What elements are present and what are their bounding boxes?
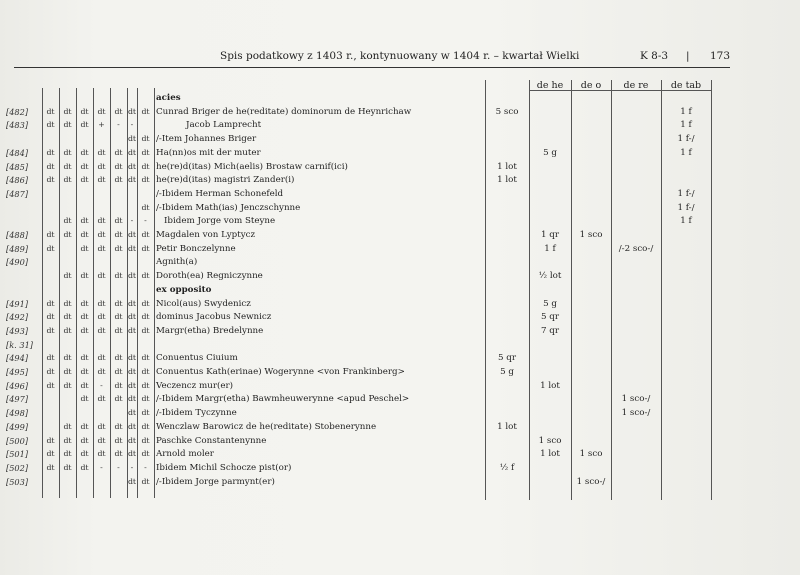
payment-mark: dt	[63, 380, 72, 390]
entry-number: [484]	[6, 147, 29, 158]
tax-value: 1 f-/	[677, 188, 695, 199]
tax-value: 5 g	[543, 147, 557, 158]
payment-mark: dt	[141, 435, 150, 445]
tax-value: 1 lot	[497, 421, 517, 432]
payment-mark: dt	[141, 353, 150, 363]
entry-number: [500]	[6, 435, 29, 446]
payment-mark: dt	[80, 120, 89, 130]
payment-mark: -	[130, 462, 134, 472]
payment-mark: dt	[46, 325, 55, 335]
table-row	[0, 421, 800, 433]
tax-value: 1 f-/	[677, 134, 695, 145]
payment-mark: dt	[80, 271, 89, 281]
table-row	[0, 476, 800, 488]
payment-mark: dt	[141, 134, 150, 144]
payment-mark: dt	[80, 421, 89, 431]
payment-mark: dt	[97, 298, 106, 308]
payment-mark: dt	[141, 408, 150, 418]
tax-value: 5 qr	[540, 312, 559, 323]
entry-name: Arnold moler	[156, 449, 214, 460]
payment-mark: dt	[97, 394, 106, 404]
tax-value: 1 sco	[538, 435, 562, 446]
table-row	[0, 407, 800, 419]
payment-mark: dt	[63, 230, 72, 239]
entry-name: Paschke Constantenynne	[156, 435, 267, 446]
payment-mark: dt	[46, 435, 55, 445]
payment-mark: dt	[127, 449, 137, 459]
payment-mark: dt	[97, 435, 106, 445]
payment-mark: dt	[46, 230, 55, 239]
column-header-rule	[529, 90, 711, 91]
payment-mark: dt	[46, 106, 55, 116]
payment-mark: dt	[114, 394, 123, 404]
payment-mark: dt	[141, 449, 150, 459]
entry-number: [498]	[6, 408, 29, 419]
entry-name: Agnith(a)	[156, 257, 198, 268]
entry-number: [483]	[6, 120, 29, 131]
payment-mark: dt	[141, 271, 150, 281]
payment-mark: dt	[80, 449, 89, 459]
payment-mark: dt	[46, 312, 55, 322]
table-row	[0, 298, 800, 310]
table-row	[0, 229, 800, 241]
entry-name: he(re)d(itas) magistri Zander(i)	[156, 175, 295, 186]
payment-mark: dt	[97, 161, 106, 171]
payment-mark: dt	[127, 271, 137, 281]
payment-mark: dt	[63, 325, 72, 335]
payment-mark: dt	[114, 298, 123, 308]
entry-number: [496]	[6, 380, 29, 391]
header-rule	[14, 67, 730, 68]
table-row	[0, 311, 800, 323]
payment-mark: dt	[63, 120, 72, 130]
payment-mark: dt	[141, 367, 150, 376]
payment-mark: dt	[97, 367, 106, 376]
payment-mark: dt	[141, 161, 150, 171]
entry-number: [489]	[6, 243, 29, 254]
entry-number: [492]	[6, 312, 29, 323]
payment-mark: dt	[63, 462, 72, 472]
payment-mark: dt	[127, 380, 137, 390]
payment-mark: dt	[63, 147, 72, 157]
payment-mark: dt	[97, 147, 106, 157]
payment-mark: dt	[127, 367, 137, 376]
payment-mark: dt	[46, 298, 55, 308]
payment-mark: dt	[63, 298, 72, 308]
payment-mark: dt	[141, 147, 150, 157]
tax-value: 1 qr	[540, 230, 559, 240]
table-row	[0, 133, 800, 145]
entry-number: [487]	[6, 188, 29, 199]
tax-value: 1 f	[680, 120, 692, 131]
payment-mark: dt	[127, 147, 137, 157]
payment-mark: dt	[80, 380, 89, 390]
table-row	[0, 284, 800, 296]
tax-value: 1 sco	[579, 230, 603, 240]
payment-mark: dt	[141, 298, 150, 308]
table-row	[0, 380, 800, 392]
payment-mark: dt	[114, 106, 123, 116]
payment-mark: dt	[114, 243, 123, 253]
entry-number: [494]	[6, 353, 29, 364]
payment-mark: dt	[46, 449, 55, 459]
entry-name: Doroth(ea) Regniczynne	[156, 271, 263, 282]
payment-mark: dt	[127, 312, 137, 322]
entry-name: Petir Bonczelynne	[156, 243, 236, 254]
entry-name: Ha(nn)os mit der muter	[156, 147, 261, 158]
table-row	[0, 174, 800, 186]
entry-number: [486]	[6, 175, 29, 186]
payment-mark: dt	[127, 161, 137, 171]
table-row	[0, 270, 800, 282]
tax-value: 1 f-/	[677, 202, 695, 213]
table-row	[0, 462, 800, 474]
payment-mark: dt	[63, 421, 72, 431]
payment-mark: dt	[46, 243, 55, 253]
tax-value: 1 lot	[540, 380, 560, 391]
payment-mark: dt	[80, 230, 89, 239]
tax-value: 1 sco-/	[621, 394, 651, 405]
payment-mark: dt	[63, 175, 72, 185]
entry-name: Nicol(aus) Swydenicz	[156, 298, 251, 309]
payment-mark: -	[144, 216, 147, 226]
column-header-de-tab: de tab	[670, 80, 702, 91]
section-heading: ex opposito	[156, 284, 212, 295]
tax-value: ½ lot	[538, 271, 562, 282]
payment-mark: -	[117, 462, 120, 472]
payment-mark: dt	[46, 120, 55, 130]
payment-mark: dt	[141, 421, 150, 431]
payment-mark: dt	[80, 394, 89, 404]
payment-mark: dt	[114, 147, 123, 157]
payment-mark: dt	[80, 367, 89, 376]
table-row	[0, 106, 800, 118]
payment-mark: dt	[63, 353, 72, 363]
payment-mark: dt	[63, 435, 72, 445]
payment-mark: dt	[97, 216, 106, 226]
payment-mark: dt	[114, 175, 123, 185]
payment-mark: dt	[80, 462, 89, 472]
entry-number: [495]	[6, 367, 29, 377]
payment-mark: dt	[127, 106, 137, 116]
table-row	[0, 448, 800, 460]
payment-mark: dt	[114, 367, 123, 376]
tax-value: 1 sco	[579, 449, 603, 460]
payment-mark: -	[100, 380, 103, 390]
payment-mark: dt	[114, 421, 123, 431]
payment-mark: dt	[141, 325, 150, 335]
tax-value: 5 qr	[497, 353, 516, 364]
table-row	[0, 92, 800, 104]
payment-mark: dt	[80, 243, 89, 253]
payment-mark: dt	[46, 175, 55, 185]
payment-mark: dt	[46, 353, 55, 363]
running-title: Spis podatkowy z 1403 r., kontynuowany w 1404 r. – kwartał Wielki	[220, 50, 580, 62]
table-row	[0, 188, 800, 200]
payment-mark: dt	[63, 312, 72, 322]
payment-mark: dt	[114, 325, 123, 335]
payment-mark: dt	[46, 161, 55, 171]
tax-value: 1 lot	[540, 449, 560, 460]
payment-mark: dt	[63, 161, 72, 171]
entry-name: Veczencz mur(er)	[156, 380, 234, 391]
page-number: 173	[710, 50, 731, 62]
payment-mark: dt	[97, 175, 106, 185]
entry-name: dominus Jacobus Newnicz	[156, 312, 272, 323]
payment-mark: dt	[127, 408, 137, 418]
entry-number: [502]	[6, 462, 29, 473]
payment-mark: dt	[141, 380, 150, 390]
payment-mark: dt	[127, 421, 137, 431]
payment-mark: dt	[80, 312, 89, 322]
payment-mark: dt	[127, 353, 137, 363]
payment-mark: -	[130, 120, 134, 130]
tax-value: 1 lot	[497, 161, 517, 172]
entry-name: /-Ibidem Tyczynne	[156, 408, 237, 419]
tax-value: 5 sco	[495, 106, 519, 117]
entry-name: Magdalen von Lyptycz	[156, 230, 256, 240]
table-row	[0, 161, 800, 173]
payment-mark: dt	[141, 175, 150, 185]
table-row	[0, 202, 800, 214]
payment-mark: dt	[97, 449, 106, 459]
column-header-de-re: de re	[623, 80, 649, 91]
payment-mark: dt	[97, 230, 106, 239]
payment-mark: dt	[141, 476, 150, 486]
entry-name: /-Ibidem Jorge parmynt(er)	[156, 476, 275, 487]
table-row	[0, 243, 800, 255]
column-header-de-o: de o	[580, 80, 602, 91]
entry-name: /-Item Johannes Briger	[156, 134, 257, 145]
entry-name: /-Ibidem Herman Schonefeld	[156, 188, 284, 199]
entry-name: Wenczlaw Barowicz de he(reditate) Stobenerynne	[156, 421, 377, 432]
entry-number: [491]	[6, 298, 29, 309]
payment-mark: dt	[80, 216, 89, 226]
payment-mark: dt	[97, 353, 106, 363]
payment-mark: dt	[46, 367, 55, 376]
payment-mark: dt	[114, 271, 123, 281]
payment-mark: dt	[80, 147, 89, 157]
payment-mark: dt	[46, 462, 55, 472]
table-row	[0, 435, 800, 447]
payment-mark: dt	[127, 298, 137, 308]
entry-number: [k. 31]	[6, 339, 33, 350]
payment-mark: dt	[80, 435, 89, 445]
payment-mark: dt	[63, 106, 72, 116]
payment-mark: dt	[46, 147, 55, 157]
section-code: K 8-3	[640, 50, 669, 62]
payment-mark: -	[100, 462, 103, 472]
table-row	[0, 215, 800, 227]
tax-value: 1 f	[544, 243, 556, 254]
payment-mark: dt	[127, 435, 137, 445]
entry-name: Cunrad Briger de he(reditate) dominorum de Heynrichaw	[156, 106, 412, 117]
entry-name: Jacob Lamprecht	[186, 120, 262, 131]
entry-number: [490]	[6, 257, 29, 268]
entry-name: Margr(etha) Bredelynne	[156, 325, 264, 336]
entry-name: /-Ibidem Math(ias) Jenczschynne	[156, 202, 301, 213]
payment-mark: dt	[114, 380, 123, 390]
payment-mark: dt	[141, 312, 150, 322]
entry-name: Ibidem Jorge vom Steyne	[164, 216, 276, 227]
payment-mark: dt	[127, 134, 137, 144]
payment-mark: -	[117, 120, 120, 130]
payment-mark: dt	[127, 394, 137, 404]
tax-value: /-2 sco-/	[618, 243, 654, 254]
payment-mark: dt	[97, 106, 106, 116]
payment-mark: dt	[97, 421, 106, 431]
payment-mark: -	[130, 216, 134, 226]
entry-name: Conuentus Kath(erinae) Wogerynne <von Frankinberg>	[156, 367, 405, 377]
entry-number: [497]	[6, 394, 29, 405]
payment-mark: dt	[63, 367, 72, 376]
entry-name: Conuentus Ciuium	[156, 353, 238, 364]
header-separator: |	[686, 50, 690, 62]
payment-mark: dt	[97, 243, 106, 253]
payment-mark: dt	[114, 161, 123, 171]
payment-mark: dt	[63, 449, 72, 459]
payment-mark: dt	[141, 230, 150, 239]
tax-value: 1 f	[680, 106, 692, 117]
table-row	[0, 393, 800, 405]
payment-mark: dt	[141, 243, 150, 253]
payment-mark: dt	[141, 202, 150, 212]
tax-value: 5 g	[543, 298, 557, 309]
column-header-de-he: de he	[536, 80, 564, 91]
table-row	[0, 325, 800, 337]
entry-number: [482]	[6, 106, 29, 117]
table-row	[0, 256, 800, 268]
payment-mark: dt	[63, 216, 72, 226]
payment-mark: dt	[127, 325, 137, 335]
payment-mark: dt	[97, 271, 106, 281]
payment-mark: dt	[80, 106, 89, 116]
payment-mark: dt	[127, 243, 137, 253]
payment-mark: dt	[114, 353, 123, 363]
payment-mark: dt	[63, 271, 72, 281]
payment-mark: dt	[114, 435, 123, 445]
table-row	[0, 366, 800, 378]
entry-number: [501]	[6, 449, 29, 460]
entry-name: he(re)d(itas) Mich(aelis) Brostaw carnif(ici)	[156, 161, 348, 172]
payment-mark: dt	[80, 353, 89, 363]
payment-mark: dt	[114, 230, 123, 239]
payment-mark: dt	[127, 230, 137, 239]
payment-mark: dt	[80, 325, 89, 335]
payment-mark: dt	[127, 476, 137, 486]
tax-value: 1 sco-/	[576, 476, 606, 487]
entry-number: [493]	[6, 325, 29, 336]
entry-number: [485]	[6, 161, 29, 172]
table-row	[0, 352, 800, 364]
entry-name: Ibidem Michil Schocze pist(or)	[156, 462, 292, 473]
payment-mark: dt	[127, 175, 137, 185]
tax-value: 1 f	[680, 147, 692, 158]
table-row	[0, 119, 800, 131]
payment-mark: dt	[97, 312, 106, 322]
entry-number: [499]	[6, 421, 29, 432]
table-row	[0, 147, 800, 159]
payment-mark: dt	[80, 175, 89, 185]
entry-number: [488]	[6, 230, 29, 240]
table-row	[0, 339, 800, 351]
payment-mark: dt	[97, 325, 106, 335]
entry-number: [503]	[6, 476, 29, 487]
payment-mark: dt	[114, 312, 123, 322]
payment-mark: dt	[80, 161, 89, 171]
payment-mark: dt	[114, 449, 123, 459]
entry-name: /-Ibidem Margr(etha) Bawmheuwerynne <apud Peschel>	[156, 394, 410, 405]
tax-value: 1 f	[680, 216, 692, 227]
tax-value: ½ f	[499, 462, 515, 473]
payment-mark: dt	[80, 298, 89, 308]
tax-value: 7 qr	[540, 325, 559, 336]
payment-mark: dt	[46, 380, 55, 390]
payment-mark: dt	[141, 394, 150, 404]
payment-mark: dt	[141, 106, 150, 116]
tax-value: 1 sco-/	[621, 408, 651, 419]
payment-mark: +	[98, 120, 105, 130]
tax-value: 1 lot	[497, 175, 517, 186]
payment-mark: dt	[114, 216, 123, 226]
section-heading: acies	[156, 93, 181, 103]
tax-value: 5 g	[500, 367, 514, 377]
payment-mark: -	[144, 462, 147, 472]
